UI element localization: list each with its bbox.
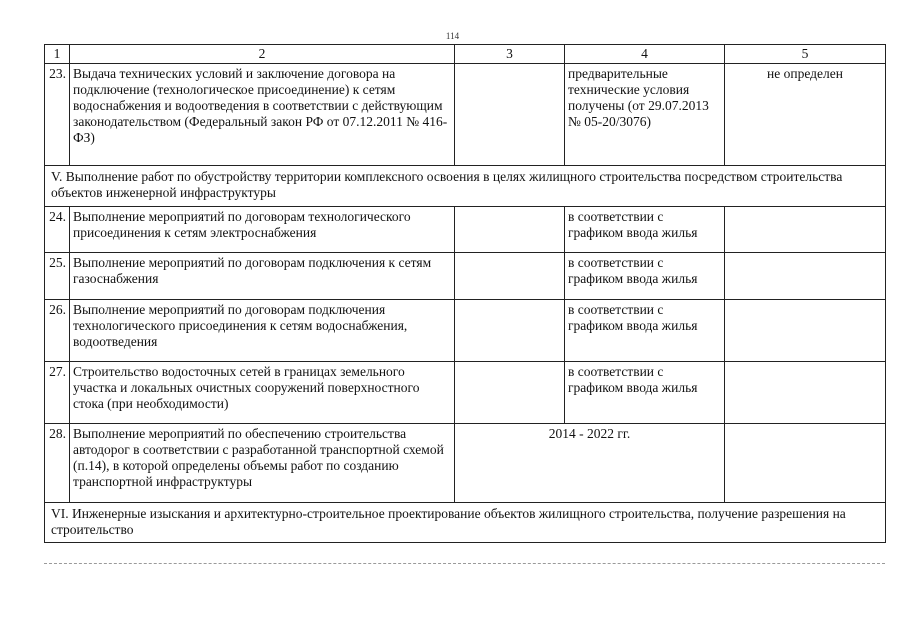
row-column-3 [455, 207, 565, 253]
row-column-5 [725, 253, 886, 300]
table-row [45, 300, 886, 362]
row-deadline: в соответствии с графиком ввода жилья [565, 300, 725, 362]
row-column-3 [455, 253, 565, 300]
column-header-5: 5 [725, 45, 886, 64]
row-column-3 [455, 362, 565, 424]
column-header-2: 2 [70, 45, 455, 64]
table-row [45, 64, 886, 166]
row-number: 25. [45, 253, 70, 300]
row-column-3 [455, 300, 565, 362]
row-activity: Выполнение мероприятий по договорам подключения к сетям газоснабжения [70, 253, 455, 300]
row-column-5 [725, 362, 886, 424]
table-row [45, 424, 886, 503]
row-number: 26. [45, 300, 70, 362]
row-column-3 [455, 64, 565, 166]
row-column-5: не определен [725, 64, 886, 166]
section-heading: VI. Инженерные изыскания и архитектурно-строительное проектирование объектов жилищного строительства, получение разрешения на строительство [45, 503, 886, 543]
table-row [45, 207, 886, 253]
table-header-row [45, 45, 886, 64]
section-row [45, 503, 886, 543]
row-period: 2014 - 2022 гг. [455, 424, 725, 503]
row-number: 28. [45, 424, 70, 503]
row-deadline: в соответствии с графиком ввода жилья [565, 253, 725, 300]
row-column-5 [725, 300, 886, 362]
plan-table [44, 44, 886, 543]
column-header-4: 4 [565, 45, 725, 64]
row-activity: Выдача технических условий и заключение договора на подключение (технологическое присоединение) к сетям водоснабжения и водоотведения в соответствии с действующим законодательством (Федеральный закон РФ от 07.12.2011 № 416-ФЗ) [70, 64, 455, 166]
column-header-1: 1 [45, 45, 70, 64]
page-number: 114 [445, 31, 460, 41]
page-cut-line [44, 563, 885, 564]
row-number: 27. [45, 362, 70, 424]
row-activity: Выполнение мероприятий по обеспечению строительства автодорог в соответствии с разработанной транспортной схемой (п.14), в которой определены объемы работ по созданию транспортной инфраструктуры [70, 424, 455, 503]
row-deadline: предварительные технические условия получены (от 29.07.2013 № 05-20/3076) [565, 64, 725, 166]
row-column-5 [725, 207, 886, 253]
row-activity: Строительство водосточных сетей в границах земельного участка и локальных очистных сооружений поверхностного стока (при необходимости) [70, 362, 455, 424]
section-heading: V. Выполнение работ по обустройству территории комплексного освоения в целях жилищного строительства посредством строительства объектов инженерной инфраструктуры [45, 166, 886, 207]
row-activity: Выполнение мероприятий по договорам подключения технологического присоединения к сетям водоснабжения, водоотведения [70, 300, 455, 362]
table-row [45, 253, 886, 300]
column-header-3: 3 [455, 45, 565, 64]
row-number: 23. [45, 64, 70, 166]
row-deadline: в соответствии с графиком ввода жилья [565, 362, 725, 424]
table-row [45, 362, 886, 424]
row-number: 24. [45, 207, 70, 253]
row-column-5 [725, 424, 886, 503]
row-activity: Выполнение мероприятий по договорам технологического присоединения к сетям электроснабжения [70, 207, 455, 253]
section-row [45, 166, 886, 207]
row-deadline: в соответствии с графиком ввода жилья [565, 207, 725, 253]
